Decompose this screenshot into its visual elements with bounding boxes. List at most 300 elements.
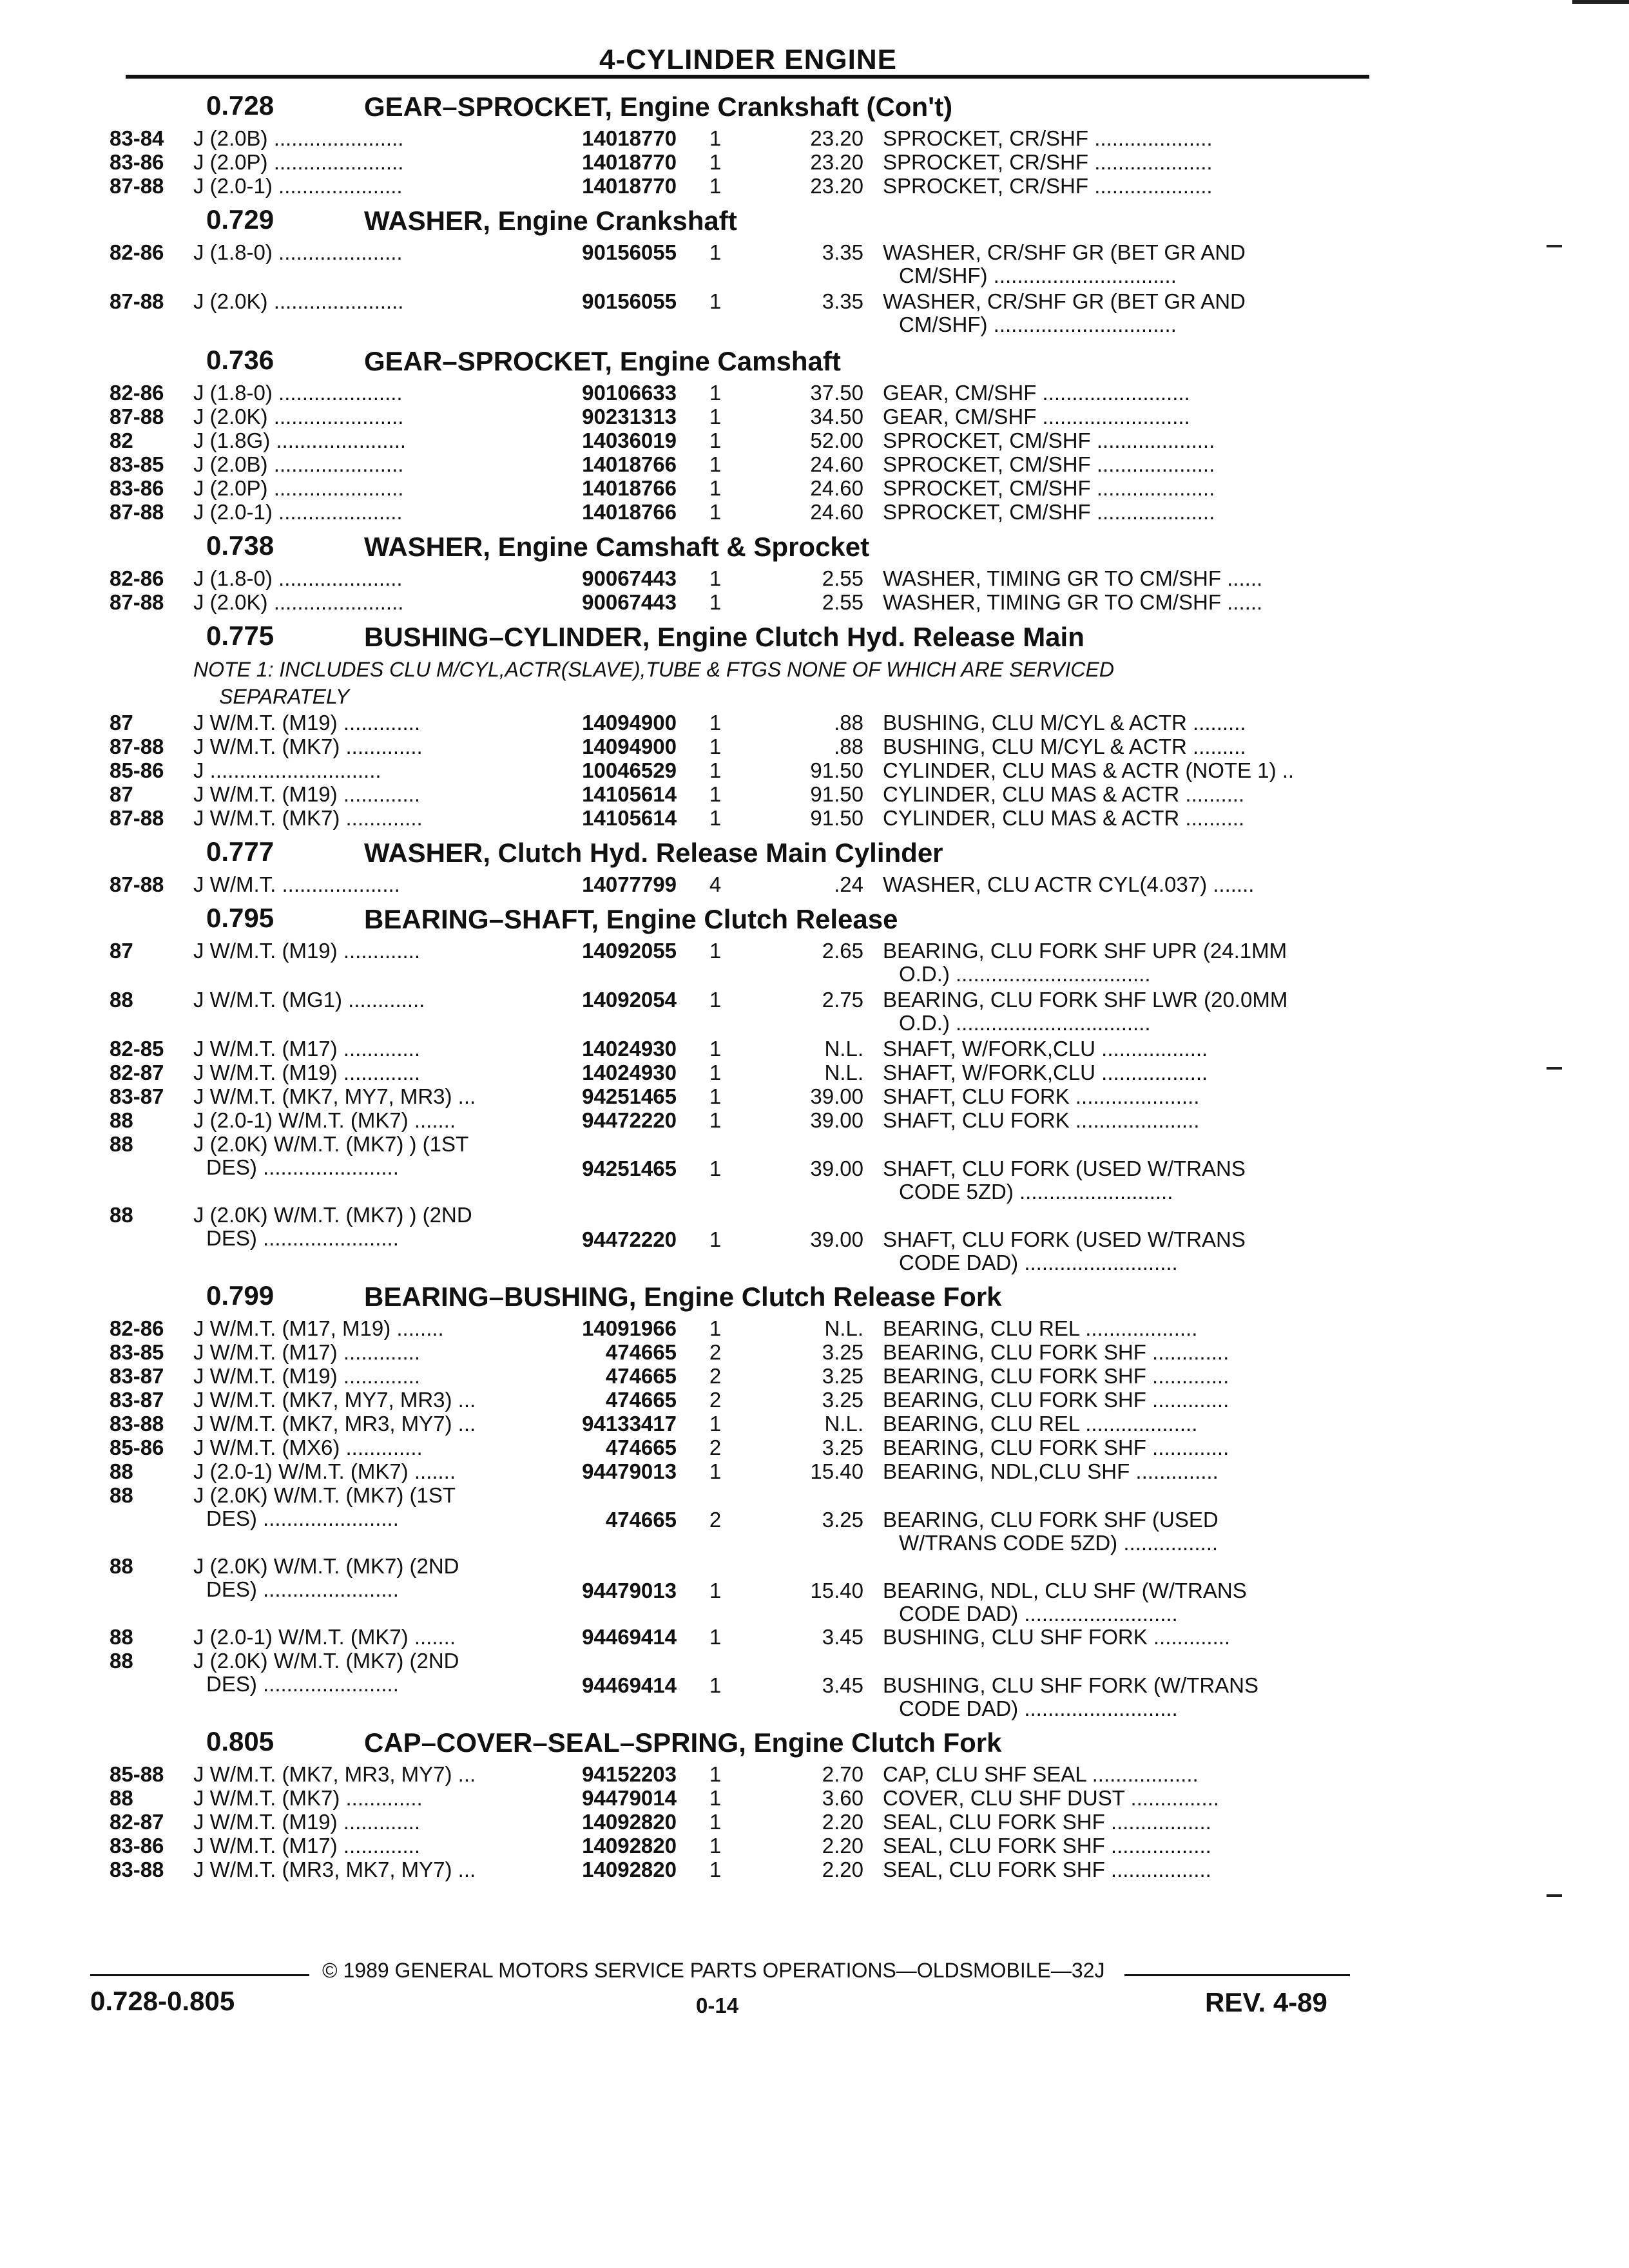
application: J W/M.T. (M19) ............. [193, 1061, 421, 1084]
part-row [0, 1856, 1629, 1880]
description: BUSHING, CLU SHF FORK ............. [883, 1625, 1231, 1649]
price: 2.20 [822, 1834, 863, 1858]
part-number: 474665 [605, 1340, 677, 1364]
part-number: 94469414 [582, 1673, 677, 1697]
application: J (2.0-1) W/M.T. (MK7) ....... [193, 1108, 456, 1132]
part-row [0, 125, 1629, 149]
part-number: 14018770 [582, 174, 677, 198]
part-number: 14092820 [582, 1810, 677, 1834]
model-years: 87-88 [110, 735, 164, 758]
description: CYLINDER, CLU MAS & ACTR (NOTE 1) .. [883, 758, 1295, 782]
application: J W/M.T. (M19) ............. [193, 1810, 421, 1834]
application: J W/M.T. (M17) ............. [193, 1834, 421, 1858]
application: J W/M.T. (M19) ............. [193, 711, 421, 735]
price: 3.35 [822, 240, 863, 264]
part-row [0, 1809, 1629, 1832]
description: WASHER, CLU ACTR CYL(4.037) ....... [883, 872, 1255, 896]
part-row [0, 1035, 1629, 1059]
part-row [0, 1761, 1629, 1785]
price: 24.60 [810, 476, 863, 500]
price: 39.00 [810, 1084, 863, 1108]
quantity: 1 [709, 381, 722, 405]
model-years: 88 [110, 1649, 133, 1673]
quantity: 1 [709, 1316, 722, 1340]
part-row [0, 781, 1629, 805]
model-years: 88 [110, 1483, 133, 1507]
part-number: 14094900 [582, 711, 677, 735]
price: 3.25 [822, 1508, 863, 1532]
description: GEAR, CM/SHF ......................... [883, 405, 1190, 428]
part-row [0, 589, 1629, 613]
part-number: 94472220 [582, 1227, 677, 1251]
part-row [0, 1387, 1629, 1410]
price: 3.60 [822, 1786, 863, 1810]
group-title: BUSHING–CYLINDER, Engine Clutch Hyd. Release Main [364, 622, 1084, 652]
model-years: 82-86 [110, 240, 164, 264]
application: J (2.0K) ...................... [193, 289, 404, 313]
group-title: CAP–COVER–SEAL–SPRING, Engine Clutch Fork [364, 1727, 1002, 1758]
part-number: 94479013 [582, 1579, 677, 1602]
part-number: 474665 [605, 1364, 677, 1388]
footer-rule-right [1124, 1974, 1350, 1976]
part-row [0, 986, 1629, 1035]
part-row [0, 403, 1629, 427]
quantity: 2 [709, 1436, 722, 1459]
note-text: NOTE 1: INCLUDES CLU M/CYL,ACTR(SLAVE),TUBE & FTGS NONE OF WHICH ARE SERVICED [193, 658, 1114, 681]
description: SPROCKET, CR/SHF .................... [883, 174, 1213, 198]
part-number: 14077799 [582, 872, 677, 896]
description: SEAL, CLU FORK SHF ................. [883, 1810, 1211, 1834]
application: J (1.8-0) ..................... [193, 381, 403, 405]
application: J W/M.T. (MX6) ............. [193, 1436, 423, 1459]
part-row [0, 709, 1629, 733]
model-years: 82-86 [110, 566, 164, 590]
quantity: 1 [709, 405, 722, 428]
part-row [0, 149, 1629, 173]
group-note [0, 655, 1629, 682]
description-cont: CODE 5ZD) .......................... [899, 1180, 1173, 1204]
application-cont: DES) ....................... [206, 1226, 399, 1250]
price: 2.55 [822, 566, 863, 590]
model-years: 83-86 [110, 1834, 164, 1858]
group-header [0, 613, 1629, 655]
price: 2.55 [822, 590, 863, 614]
quantity: 1 [709, 428, 722, 452]
description: BEARING, CLU FORK SHF ............. [883, 1388, 1229, 1412]
group-header [0, 197, 1629, 239]
model-years: 87 [110, 711, 133, 735]
group-code: 0.729 [206, 204, 275, 235]
model-years: 82-87 [110, 1810, 164, 1834]
description-cont: CM/SHF) ............................... [899, 312, 1177, 336]
part-number: 94469414 [582, 1625, 677, 1649]
part-row [0, 1624, 1629, 1648]
part-row [0, 1458, 1629, 1482]
part-row [0, 1785, 1629, 1809]
quantity: 1 [709, 240, 722, 264]
part-number: 14018766 [582, 476, 677, 500]
part-row [0, 565, 1629, 589]
note-text: SEPARATELY [219, 685, 350, 708]
group-header [0, 523, 1629, 565]
application-cont: DES) ....................... [206, 1672, 399, 1696]
price: 3.45 [822, 1673, 863, 1697]
application-cont: DES) ....................... [206, 1577, 399, 1601]
price: 23.20 [810, 174, 863, 198]
part-row [0, 805, 1629, 829]
application-cont: DES) ....................... [206, 1506, 399, 1530]
application: J (2.0K) W/M.T. (MK7) ) (1ST [193, 1132, 469, 1156]
price: 2.75 [822, 988, 863, 1012]
quantity: 1 [709, 988, 722, 1012]
part-number: 14018770 [582, 126, 677, 150]
description: CYLINDER, CLU MAS & ACTR .......... [883, 806, 1245, 830]
part-number: 14018766 [582, 500, 677, 524]
model-years: 88 [110, 1786, 133, 1810]
description-cont: CODE DAD) .......................... [899, 1251, 1178, 1274]
description: SHAFT, W/FORK,CLU .................. [883, 1061, 1208, 1084]
model-years: 83-85 [110, 452, 164, 476]
price: 3.25 [822, 1364, 863, 1388]
part-row [0, 1363, 1629, 1387]
part-row [0, 1202, 1629, 1273]
quantity: 1 [709, 476, 722, 500]
quantity: 1 [709, 590, 722, 614]
price: 15.40 [810, 1459, 863, 1483]
quantity: 1 [709, 1673, 722, 1697]
part-number: 90156055 [582, 289, 677, 313]
group-code: 0.795 [206, 903, 275, 933]
part-row [0, 475, 1629, 499]
model-years: 87 [110, 939, 133, 963]
description: BEARING, CLU FORK SHF ............. [883, 1340, 1229, 1364]
application: J W/M.T. (M19) ............. [193, 1364, 421, 1388]
description: SHAFT, CLU FORK ..................... [883, 1084, 1200, 1108]
model-years: 87 [110, 782, 133, 806]
application: J (2.0-1) ..................... [193, 174, 403, 198]
footer-revision: REV. 4-89 [1205, 1987, 1327, 2017]
quantity: 1 [709, 735, 722, 758]
model-years: 88 [110, 1459, 133, 1483]
description: BUSHING, CLU M/CYL & ACTR ......... [883, 711, 1246, 735]
application: J W/M.T. (MK7) ............. [193, 1786, 423, 1810]
price: N.L. [824, 1412, 863, 1436]
application: J (2.0-1) ..................... [193, 500, 403, 524]
quantity: 2 [709, 1340, 722, 1364]
quantity: 1 [709, 806, 722, 830]
model-years: 83-87 [110, 1084, 164, 1108]
model-years: 87-88 [110, 590, 164, 614]
part-number: 14018766 [582, 452, 677, 476]
model-years: 88 [110, 1108, 133, 1132]
part-row [0, 1410, 1629, 1434]
part-number: 14092055 [582, 939, 677, 963]
quantity: 1 [709, 126, 722, 150]
model-years: 83-86 [110, 150, 164, 174]
part-number: 474665 [605, 1388, 677, 1412]
group-header [0, 337, 1629, 380]
model-years: 83-87 [110, 1364, 164, 1388]
description: SPROCKET, CM/SHF .................... [883, 428, 1215, 452]
part-number: 14092820 [582, 1834, 677, 1858]
model-years: 88 [110, 988, 133, 1012]
application: J (1.8G) ...................... [193, 428, 407, 452]
part-row [0, 451, 1629, 475]
header-rule [126, 75, 1369, 79]
model-years: 83-87 [110, 1388, 164, 1412]
description: WASHER, CR/SHF GR (BET GR AND [883, 240, 1246, 264]
model-years: 87-88 [110, 806, 164, 830]
description: BEARING, NDL, CLU SHF (W/TRANS [883, 1579, 1247, 1602]
description: SHAFT, W/FORK,CLU .................. [883, 1037, 1208, 1061]
part-number: 14024930 [582, 1037, 677, 1061]
application: J (1.8-0) ..................... [193, 240, 403, 264]
price: 2.20 [822, 1858, 863, 1881]
quantity: 2 [709, 1364, 722, 1388]
quantity: 1 [709, 174, 722, 198]
description: WASHER, CR/SHF GR (BET GR AND [883, 289, 1246, 313]
model-years: 83-88 [110, 1412, 164, 1436]
quantity: 1 [709, 452, 722, 476]
description: CAP, CLU SHF SEAL .................. [883, 1762, 1199, 1786]
application: J (2.0P) ...................... [193, 150, 404, 174]
part-number: 474665 [605, 1436, 677, 1459]
part-number: 94479014 [582, 1786, 677, 1810]
part-number: 14036019 [582, 428, 677, 452]
description-cont: CODE DAD) .......................... [899, 1696, 1178, 1720]
model-years: 87-88 [110, 289, 164, 313]
application: J W/M.T. .................... [193, 872, 400, 896]
quantity: 1 [709, 1412, 722, 1436]
part-row [0, 1107, 1629, 1131]
quantity: 1 [709, 1037, 722, 1061]
scan-edge-mark [1547, 245, 1562, 247]
price: 37.50 [810, 381, 863, 405]
group-code: 0.799 [206, 1280, 275, 1311]
application: J W/M.T. (MG1) ............. [193, 988, 425, 1012]
price: 23.20 [810, 150, 863, 174]
application: J W/M.T. (M17, M19) ........ [193, 1316, 444, 1340]
part-number: 94152203 [582, 1762, 677, 1786]
price: 3.25 [822, 1436, 863, 1459]
model-years: 85-86 [110, 1436, 164, 1459]
description: GEAR, CM/SHF ......................... [883, 381, 1190, 405]
description: SPROCKET, CM/SHF .................... [883, 500, 1215, 524]
quantity: 1 [709, 1786, 722, 1810]
quantity: 1 [709, 1459, 722, 1483]
quantity: 1 [709, 1084, 722, 1108]
model-years: 88 [110, 1554, 133, 1578]
description: SHAFT, CLU FORK (USED W/TRANS [883, 1227, 1246, 1251]
model-years: 87-88 [110, 872, 164, 896]
price: 34.50 [810, 405, 863, 428]
price: 39.00 [810, 1157, 863, 1180]
price: N.L. [824, 1061, 863, 1084]
group-code: 0.805 [206, 1726, 275, 1756]
description: BUSHING, CLU SHF FORK (W/TRANS [883, 1673, 1259, 1697]
application: J (2.0P) ...................... [193, 476, 404, 500]
part-row [0, 1315, 1629, 1339]
part-row [0, 1059, 1629, 1083]
group-code: 0.777 [206, 836, 275, 867]
part-row [0, 427, 1629, 451]
price: 91.50 [810, 758, 863, 782]
quantity: 1 [709, 500, 722, 524]
application-cont: DES) ....................... [206, 1155, 399, 1179]
description-cont: CM/SHF) ............................... [899, 264, 1177, 287]
application: J (2.0K) ...................... [193, 405, 404, 428]
part-row [0, 239, 1629, 288]
part-row [0, 288, 1629, 337]
group-header [0, 82, 1629, 125]
description: SPROCKET, CM/SHF .................... [883, 452, 1215, 476]
quantity: 1 [709, 1810, 722, 1834]
quantity: 1 [709, 1157, 722, 1180]
part-row [0, 733, 1629, 757]
application: J (2.0B) ...................... [193, 452, 404, 476]
price: 24.60 [810, 452, 863, 476]
group-header [0, 895, 1629, 937]
group-title: BEARING–SHAFT, Engine Clutch Release [364, 904, 898, 934]
price: 2.70 [822, 1762, 863, 1786]
price: 2.65 [822, 939, 863, 963]
quantity: 1 [709, 1762, 722, 1786]
application: J (2.0K) ...................... [193, 590, 404, 614]
model-years: 85-86 [110, 758, 164, 782]
application: J W/M.T. (M17) ............. [193, 1037, 421, 1061]
description: BEARING, CLU FORK SHF LWR (20.0MM [883, 988, 1288, 1012]
price: 3.35 [822, 289, 863, 313]
price: 91.50 [810, 782, 863, 806]
part-row [0, 937, 1629, 986]
part-row [0, 173, 1629, 197]
part-number: 14092054 [582, 988, 677, 1012]
price: 3.45 [822, 1625, 863, 1649]
group-title: BEARING–BUSHING, Engine Clutch Release Fork [364, 1282, 1002, 1312]
description: BEARING, CLU FORK SHF ............. [883, 1364, 1229, 1388]
price: 23.20 [810, 126, 863, 150]
group-title: WASHER, Engine Crankshaft [364, 206, 737, 236]
application: J (2.0-1) W/M.T. (MK7) ....... [193, 1625, 456, 1649]
group-title: WASHER, Engine Camshaft & Sprocket [364, 532, 870, 562]
quantity: 1 [709, 1227, 722, 1251]
model-years: 87-88 [110, 500, 164, 524]
description: BEARING, CLU FORK SHF UPR (24.1MM [883, 939, 1287, 963]
description: COVER, CLU SHF DUST ............... [883, 1786, 1219, 1810]
price: .88 [834, 735, 863, 758]
application: J W/M.T. (MR3, MK7, MY7) ... [193, 1858, 476, 1881]
model-years: 82-86 [110, 381, 164, 405]
scan-edge-mark [1547, 1894, 1562, 1897]
page-title: 4-CYLINDER ENGINE [599, 44, 897, 75]
part-row [0, 1083, 1629, 1107]
part-number: 94251465 [582, 1084, 677, 1108]
footer-rule-left [90, 1974, 309, 1976]
price: N.L. [824, 1316, 863, 1340]
quantity: 1 [709, 1579, 722, 1602]
price: .24 [834, 872, 863, 896]
scan-edge-mark [1572, 0, 1629, 4]
part-row [0, 499, 1629, 523]
price: 91.50 [810, 806, 863, 830]
model-years: 85-88 [110, 1762, 164, 1786]
group-code: 0.728 [206, 90, 275, 120]
quantity: 1 [709, 289, 722, 313]
quantity: 1 [709, 1108, 722, 1132]
part-number: 90067443 [582, 590, 677, 614]
application: J W/M.T. (MK7) ............. [193, 806, 423, 830]
description: SHAFT, CLU FORK (USED W/TRANS [883, 1157, 1246, 1180]
application: J W/M.T. (M19) ............. [193, 939, 421, 963]
part-row [0, 1131, 1629, 1202]
model-years: 83-85 [110, 1340, 164, 1364]
parts-list [0, 82, 1629, 1880]
part-number: 14092820 [582, 1858, 677, 1881]
part-row [0, 1482, 1629, 1553]
description: SEAL, CLU FORK SHF ................. [883, 1858, 1211, 1881]
application: J (2.0K) W/M.T. (MK7) (2ND [193, 1554, 459, 1578]
group-note [0, 682, 1629, 709]
part-row [0, 1832, 1629, 1856]
quantity: 1 [709, 782, 722, 806]
model-years: 82 [110, 428, 133, 452]
application: J W/M.T. (MK7, MY7, MR3) ... [193, 1388, 476, 1412]
quantity: 1 [709, 711, 722, 735]
part-number: 94479013 [582, 1459, 677, 1483]
part-row [0, 1648, 1629, 1718]
part-number: 90231313 [582, 405, 677, 428]
part-number: 14018770 [582, 150, 677, 174]
part-row [0, 380, 1629, 403]
price: 24.60 [810, 500, 863, 524]
part-number: 10046529 [582, 758, 677, 782]
part-number: 14091966 [582, 1316, 677, 1340]
model-years: 88 [110, 1132, 133, 1156]
description: WASHER, TIMING GR TO CM/SHF ...... [883, 566, 1263, 590]
group-header [0, 829, 1629, 871]
application: J W/M.T. (MK7, MY7, MR3) ... [193, 1084, 476, 1108]
part-row [0, 871, 1629, 895]
part-number: 14105614 [582, 782, 677, 806]
part-number: 94251465 [582, 1157, 677, 1180]
description: BEARING, NDL,CLU SHF .............. [883, 1459, 1219, 1483]
application: J W/M.T. (MK7, MR3, MY7) ... [193, 1762, 476, 1786]
application: J W/M.T. (M19) ............. [193, 782, 421, 806]
part-number: 474665 [605, 1508, 677, 1532]
footer-copyright: © 1989 GENERAL MOTORS SERVICE PARTS OPERATIONS—OLDSMOBILE—32J [322, 1959, 1105, 1982]
price: .88 [834, 711, 863, 735]
part-number: 90156055 [582, 240, 677, 264]
part-number: 90067443 [582, 566, 677, 590]
quantity: 1 [709, 939, 722, 963]
description: WASHER, TIMING GR TO CM/SHF ...... [883, 590, 1263, 614]
model-years: 82-85 [110, 1037, 164, 1061]
description: BUSHING, CLU M/CYL & ACTR ......... [883, 735, 1246, 758]
part-row [0, 1339, 1629, 1363]
application: J W/M.T. (MK7, MR3, MY7) ... [193, 1412, 476, 1436]
quantity: 1 [709, 1858, 722, 1881]
description: BEARING, CLU FORK SHF ............. [883, 1436, 1229, 1459]
part-number: 94472220 [582, 1108, 677, 1132]
price: 3.25 [822, 1340, 863, 1364]
description-cont: O.D.) ................................. [899, 1011, 1151, 1035]
scan-edge-mark [1547, 1067, 1562, 1070]
description: BEARING, CLU FORK SHF (USED [883, 1508, 1219, 1532]
group-title: GEAR–SPROCKET, Engine Camshaft [364, 346, 841, 376]
application: J (2.0K) W/M.T. (MK7) ) (2ND [193, 1203, 472, 1227]
part-number: 14094900 [582, 735, 677, 758]
description-cont: CODE DAD) .......................... [899, 1602, 1178, 1626]
